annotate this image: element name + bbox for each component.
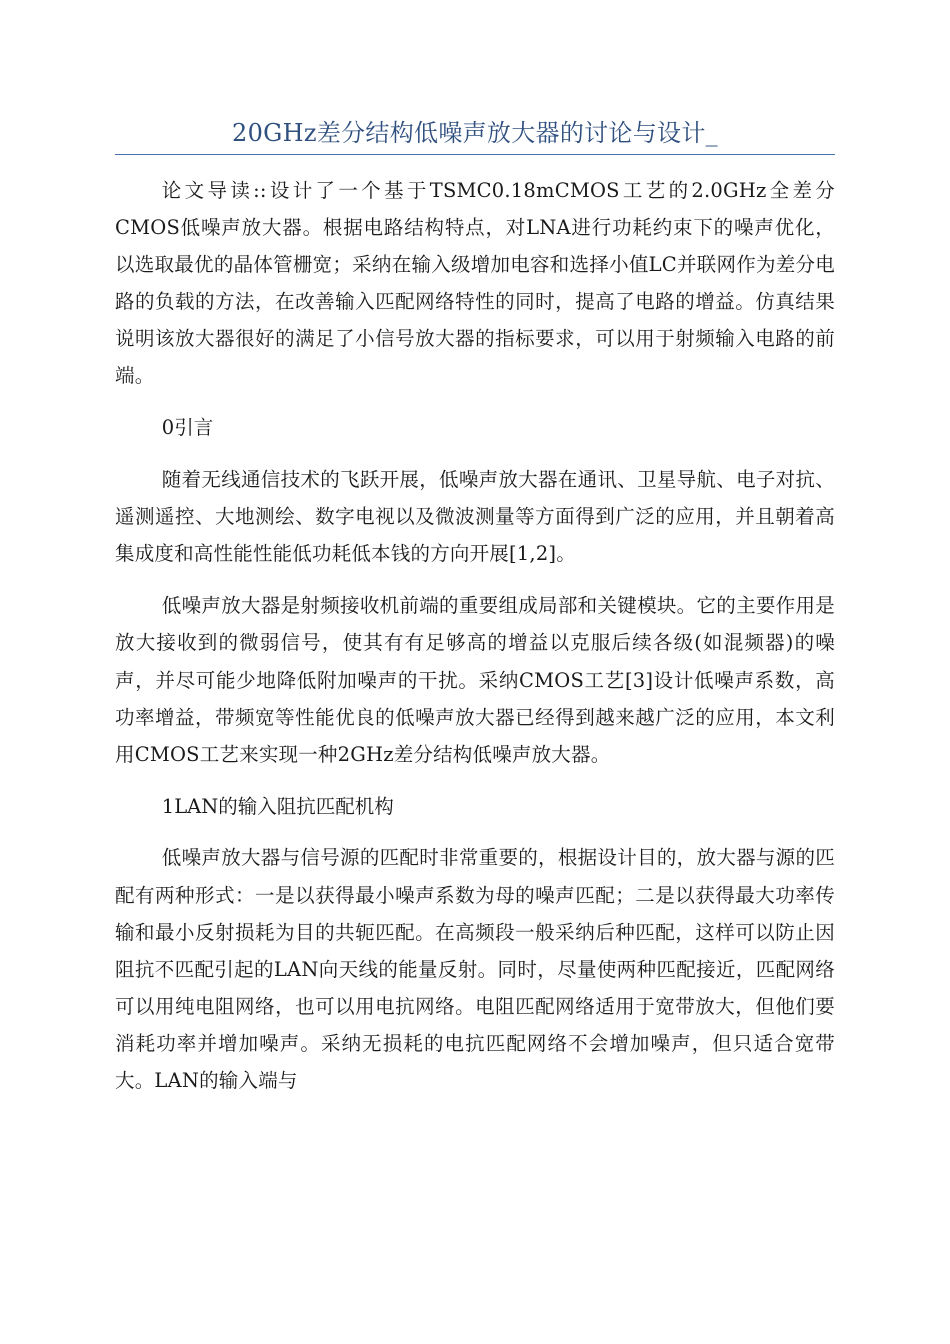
section-1-paragraph-1: 低噪声放大器与信号源的匹配时非常重要的，根据设计目的，放大器与源的匹配有两种形式：一是以获得最小噪声系数为母的噪声匹配；二是以获得最大功率传输和最小反射损耗为目的共轭匹配。在高频段一般采纳后种匹配，这样可以防止因阻抗不匹配引起的LAN向天线的能量反射。同时，尽量使两种匹配接近，匹配网络可以用纯电阻网络，也可以用电抗网络。电阻匹配网络适用于宽带放大，但他们要消耗功率并增加噪声。采纳无损耗的电抗匹配网络不会增加噪声，但只适合宽带大。LAN的输入端与 — [115, 846, 835, 1093]
section-1-heading: 1LAN的输入阻抗匹配机构 — [161, 794, 394, 818]
title-underline — [115, 154, 835, 155]
document-title: 20GHz差分结构低噪声放大器的讨论与设计_ — [232, 119, 718, 147]
abstract-paragraph: 论文导读::设计了一个基于TSMC0.18mCMOS工艺的2.0GHz全差分CMOS低噪声放大器。根据电路结构特点，对LNA进行功耗约束下的噪声优化，以选取最优的晶体管栅宽；采纳在输入级增加电容和选择小值LC并联网作为差分电路的负载的方法，在改善输入匹配网络特性的同时，提高了电路的增益。仿真结果说明该放大器很好的满足了小信号放大器的指标要求，可以用于射频输入电路的前端。 — [115, 179, 835, 388]
section-0-paragraph-1: 随着无线通信技术的飞跃开展，低噪声放大器在通讯、卫星导航、电子对抗、遥测遥控、大地测绘、数字电视以及微波测量等方面得到广泛的应用，并且朝着高集成度和高性能性能低功耗低本钱的方向开展[1,2]。 — [115, 468, 835, 566]
document-body — [115, 172, 835, 1114]
section-0-paragraph-2: 低噪声放大器是射频接收机前端的重要组成局部和关键模块。它的主要作用是放大接收到的微弱信号，使其有有足够高的增益以克服后续各级(如混频器)的噪声，并尽可能少地降低附加噪声的干扰。采纳CMOS工艺[3]设计低噪声系数，高功率增益，带频宽等性能优良的低噪声放大器已经得到越来越广泛的应用，本文利用CMOS工艺来实现一种2GHz差分结构低噪声放大器。 — [115, 594, 835, 766]
section-0-heading: 0引言 — [161, 416, 214, 440]
